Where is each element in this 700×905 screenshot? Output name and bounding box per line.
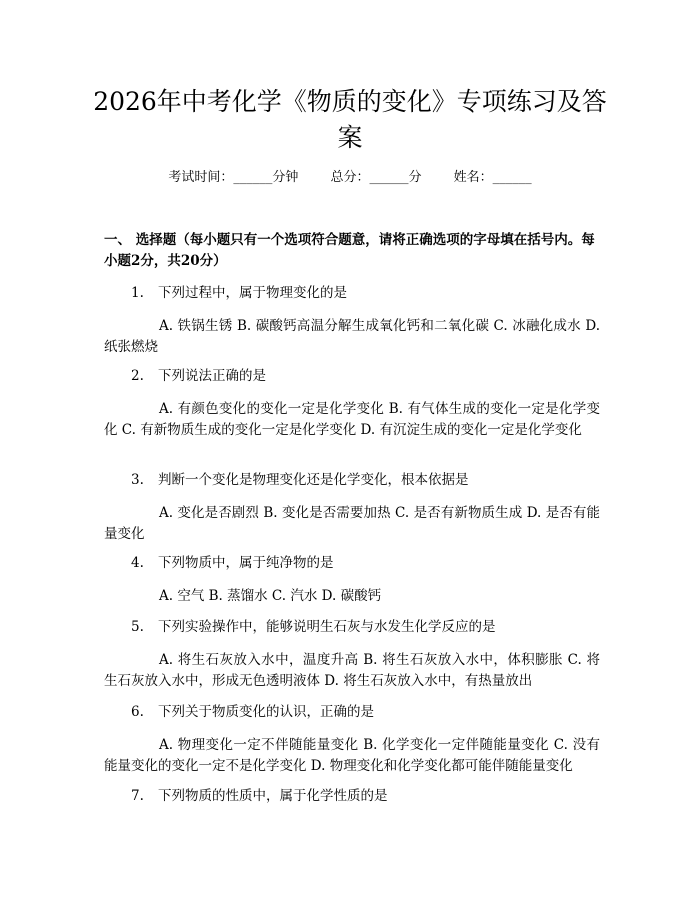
question-text: 下列物质中，属于纯净物的是 — [158, 555, 334, 571]
question-number: 6. — [131, 704, 144, 720]
question-text: 下列说法正确的是 — [158, 368, 266, 384]
question-4 — [104, 553, 600, 607]
total-score-field: 总分：______分 — [330, 170, 422, 185]
question-text: 下列过程中，属于物理变化的是 — [158, 285, 347, 301]
question-number: 4. — [131, 555, 144, 571]
question-number: 7. — [131, 788, 144, 804]
section-heading: 一、 选择题（每小题只有一个选项符合题意，请将正确选项的字母填在括号内。每小题2分，共20分） — [104, 232, 595, 269]
question-text: 下列关于物质变化的认识，正确的是 — [158, 704, 374, 720]
question-5 — [104, 617, 600, 692]
question-text: 下列实验操作中，能够说明生石灰与水发生化学反应的是 — [158, 619, 496, 635]
question-1 — [104, 283, 600, 358]
question-number: 1. — [131, 285, 144, 301]
question-options: A. 将生石灰放入水中，温度升高 B. 将生石灰放入水中，体积膨胀 C. 将生石灰放入水中，形成无色透明液体 D. 将生石灰放入水中，有热量放出 — [104, 652, 600, 689]
question-stem — [104, 786, 600, 807]
document-title: 2026年中考化学《物质的变化》专项练习及答案 — [93, 87, 607, 152]
question-stem — [104, 470, 600, 491]
question-stem — [104, 702, 600, 723]
question-stem — [104, 617, 600, 638]
question-options: A. 铁锅生锈 B. 碳酸钙高温分解生成氧化钙和二氧化碳 C. 冰融化成水 D. 纸张燃烧 — [104, 318, 600, 355]
question-stem — [104, 283, 600, 304]
student-name-field: 姓名：______ — [453, 170, 532, 185]
exam-time-field: 考试时间：______分钟 — [168, 170, 299, 185]
question-stem — [104, 366, 600, 387]
question-options: A. 变化是否剧烈 B. 变化是否需要加热 C. 是否有新物质生成 D. 是否有能量变化 — [104, 505, 600, 542]
question-3 — [104, 470, 600, 545]
question-options: A. 空气 B. 蒸馏水 C. 汽水 D. 碳酸钙 — [159, 588, 382, 604]
question-number: 2. — [131, 368, 144, 384]
question-options: A. 物理变化一定不伴随能量变化 B. 化学变化一定伴随能量变化 C. 没有能量变化的变化一定不是化学变化 D. 物理变化和化学变化都可能伴随能量变化 — [104, 737, 600, 774]
question-6 — [104, 702, 600, 777]
question-stem — [104, 553, 600, 574]
question-text: 判断一个变化是物理变化还是化学变化，根本依据是 — [158, 472, 469, 488]
question-number: 5. — [131, 619, 144, 635]
question-options: A. 有颜色变化的变化一定是化学变化 B. 有气体生成的变化一定是化学变化 C. 有新物质生成的变化一定是化学变化 D. 有沉淀生成的变化一定是化学变化 — [104, 401, 600, 438]
question-7 — [104, 786, 600, 807]
exam-info-line — [0, 168, 700, 188]
question-number: 3. — [131, 472, 144, 488]
question-2 — [104, 366, 600, 441]
question-text: 下列物质的性质中，属于化学性质的是 — [158, 788, 388, 804]
